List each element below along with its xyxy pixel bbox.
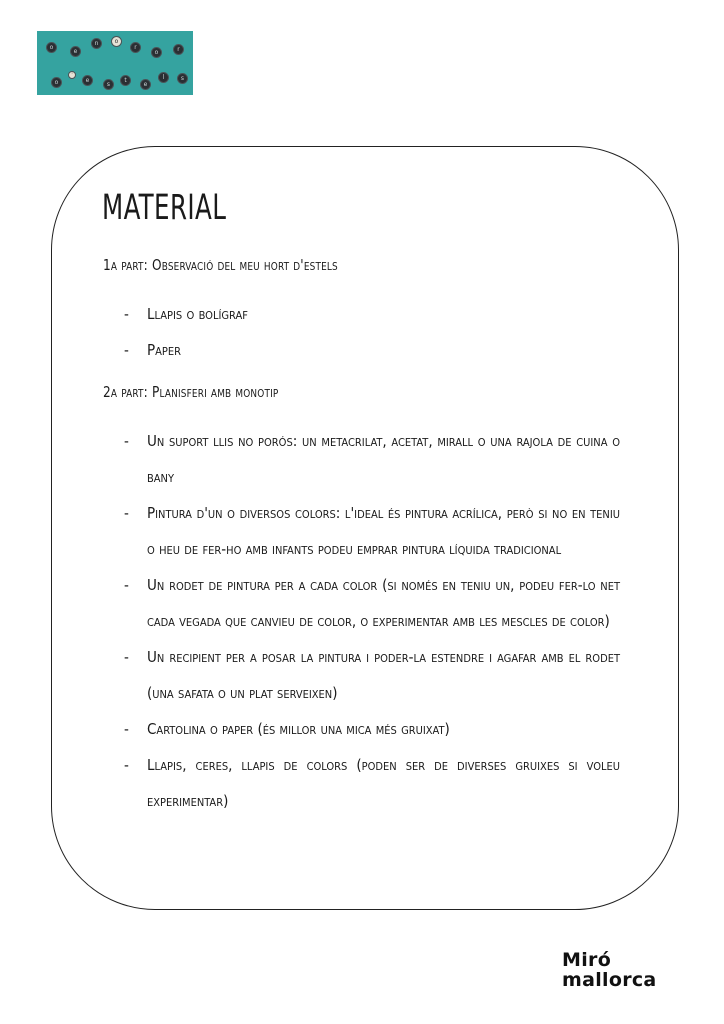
bead: r [130,42,141,53]
list-item: - Llapis, ceres, llapis de colors (poden ser de diverses gruixes si voleu experimentar) [122,747,620,819]
bead: t [120,75,131,86]
bead: l [158,72,169,83]
bead: o [46,42,57,53]
bead: o [151,47,162,58]
page-title: MATERIAL [102,188,227,228]
part2-heading: 2a part: Planisferi amb monotip [103,383,279,401]
list-item: - Paper [122,332,620,368]
list-item: - Un recipient per a posar la pintura i poder-la estendre i agafar amb el rodet (una safata o un plat serveixen) [122,639,620,711]
bead: ' [68,71,76,79]
logo-line2: mallorca [562,969,657,991]
list-item: - Pintura d'un o diversos colors: l'ideal és pintura acrílica, però si no en teniu o heu de fer-ho amb infants podeu emprar pintura líquida tradicional [122,495,620,567]
header-banner [37,31,193,95]
bead: e [82,75,93,86]
part2-list [122,423,620,819]
bead: n [91,38,102,49]
list-item: - Llapis o bolígraf [122,296,620,332]
list-item: - Cartolina o paper (és millor una mica més gruixat) [122,711,620,747]
bead: e [70,46,81,57]
list-item: - Un suport llis no porós: un metacrilat, acetat, mirall o una rajola de cuina o bany [122,423,620,495]
bead: o [111,36,122,47]
bead: s [177,73,188,84]
part1-list [122,296,620,368]
list-item: - Un rodet de pintura per a cada color (si només en teniu un, podeu fer-lo net cada vegada que canvieu de color, o experimentar amb les mescles de color) [122,567,620,639]
bead: o [51,77,62,88]
miro-mallorca-logo [562,950,657,990]
logo-line1: Miró [562,949,612,971]
bead: e [140,79,151,90]
bead: s [103,79,114,90]
part1-heading: 1a part: Observació del meu hort d'estels [103,256,338,274]
bead: r [173,44,184,55]
